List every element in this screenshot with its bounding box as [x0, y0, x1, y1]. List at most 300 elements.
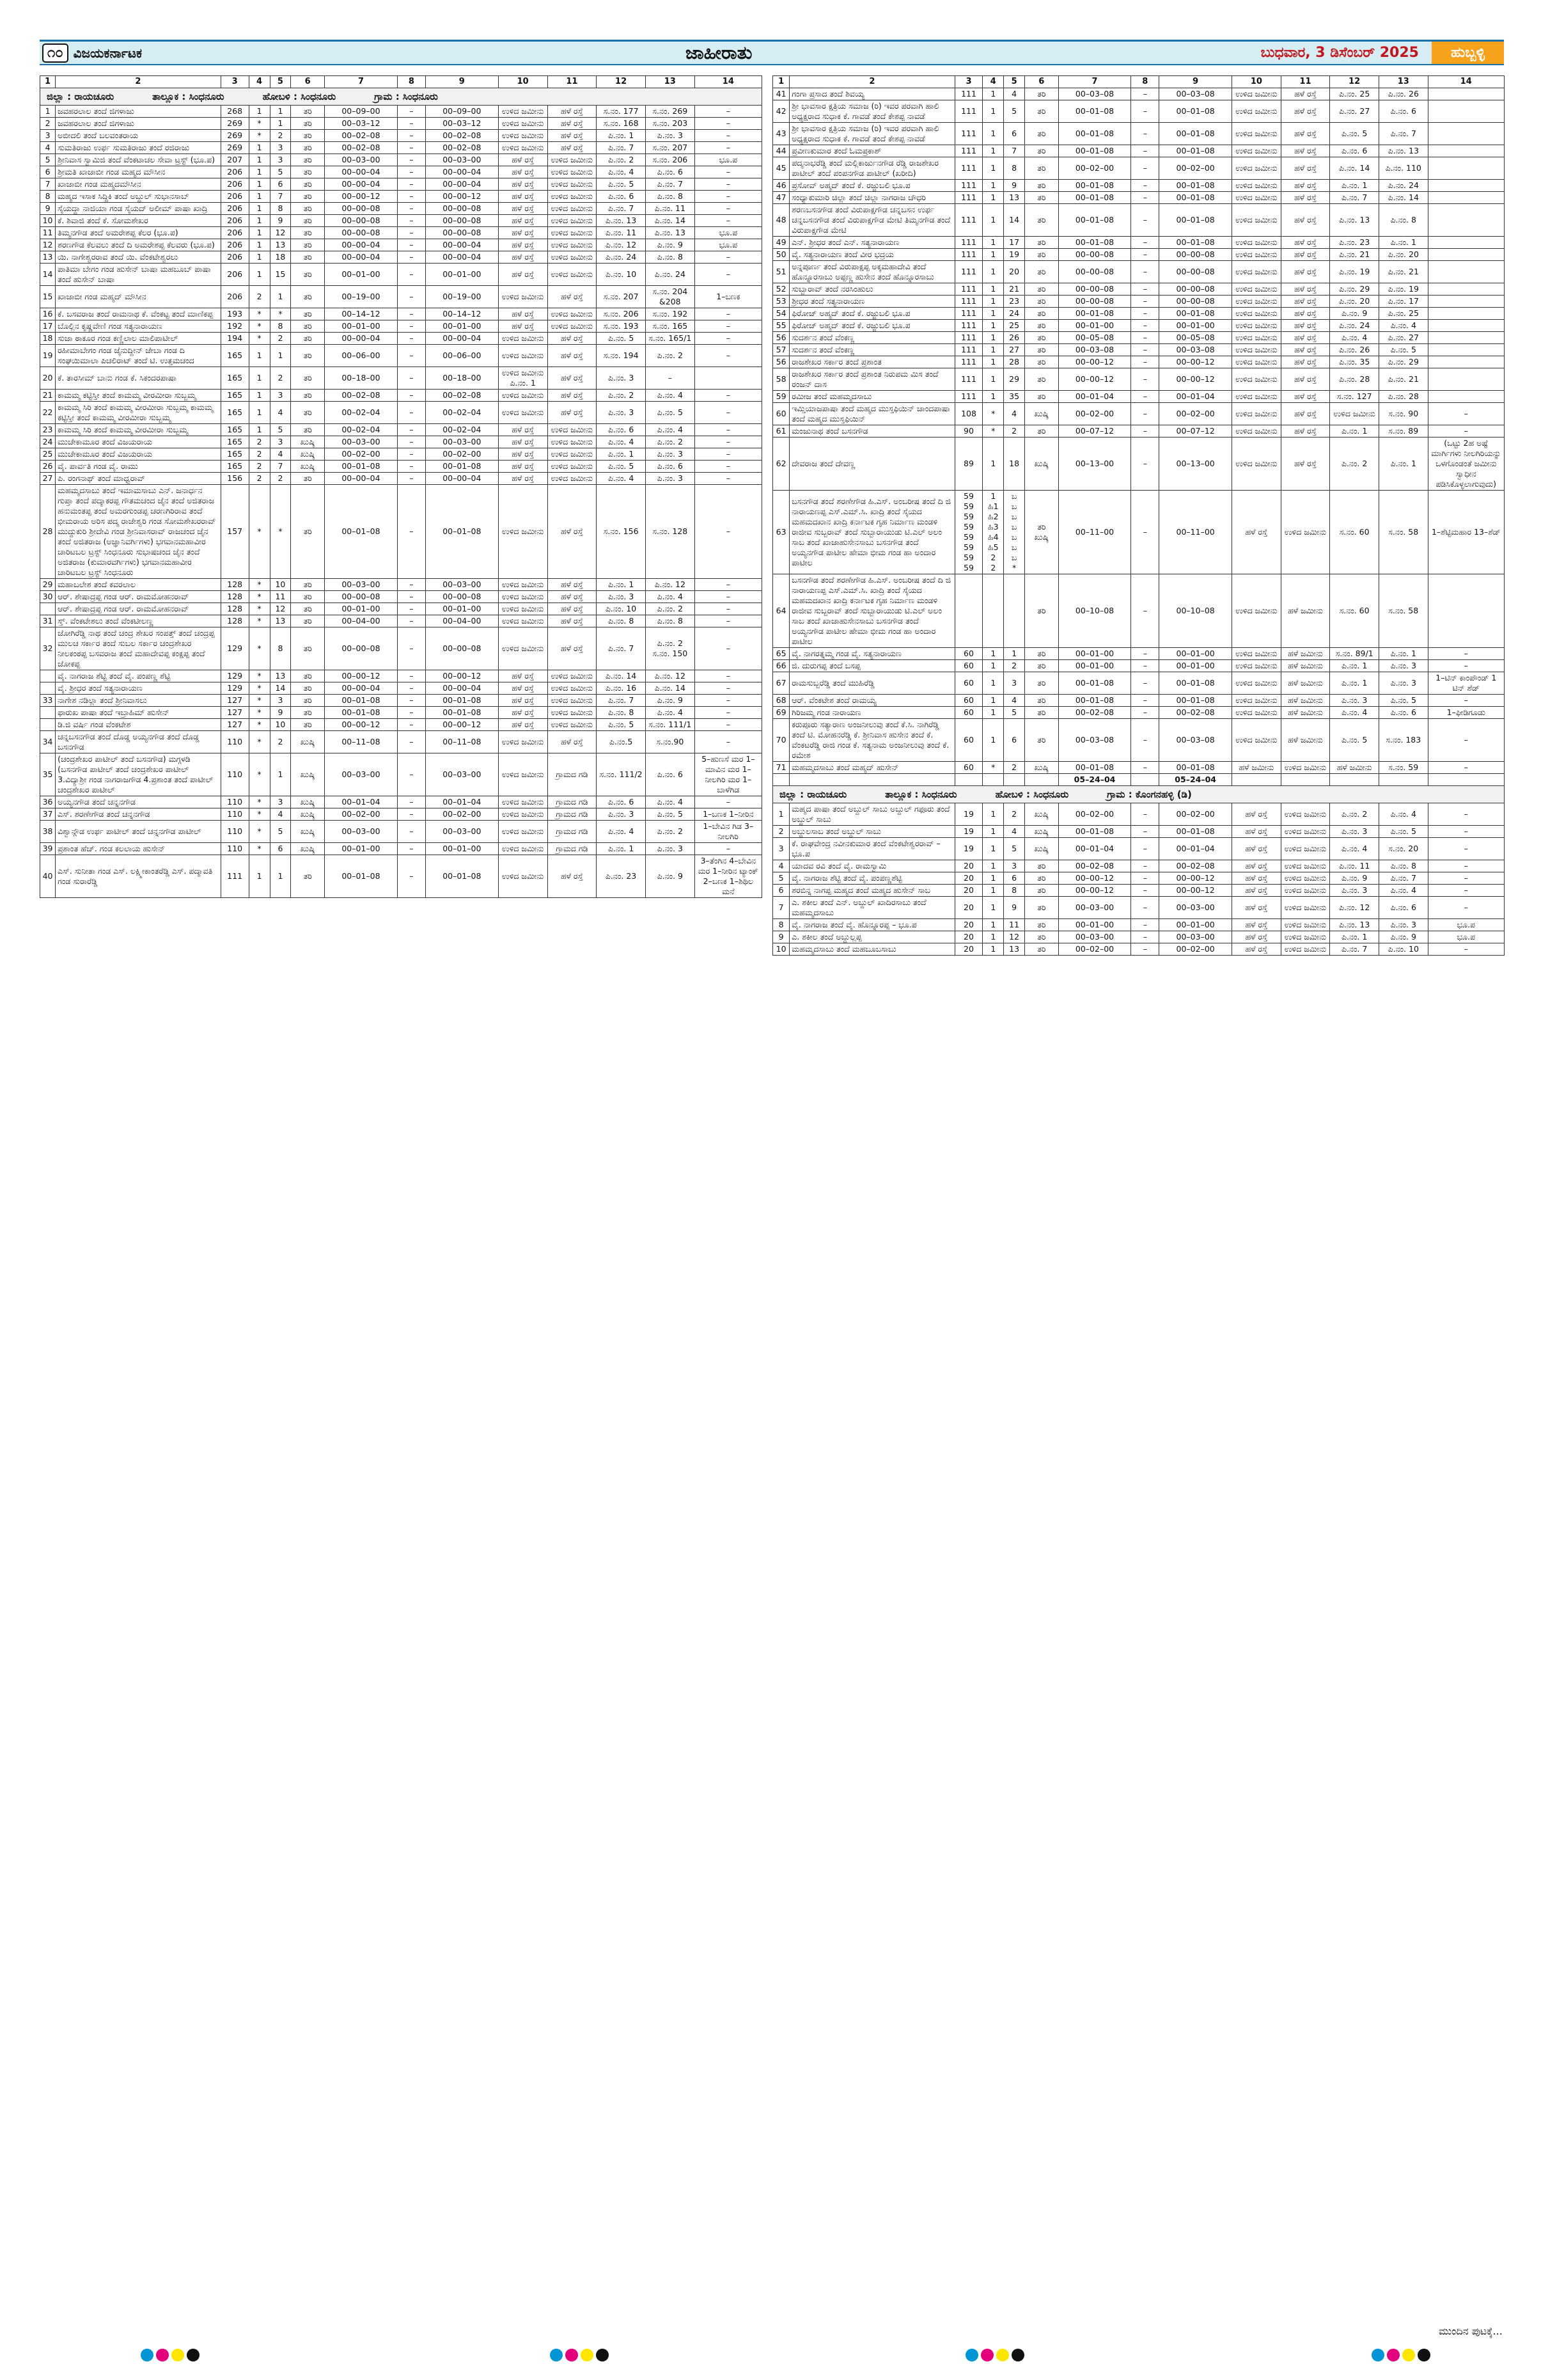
table-row: [40, 695, 762, 707]
table-cell: 47: [773, 192, 790, 204]
table-row: [773, 719, 1505, 762]
table-cell: ಪಿ.ನಂ. 20: [1379, 249, 1428, 261]
continued-note: ಮುಂದಿನ ಪುಟಕ್ಕೆ...: [1439, 2325, 1503, 2337]
table-row: [773, 261, 1505, 283]
table-cell: 00–00–12: [324, 191, 397, 203]
column-header: 5: [270, 76, 291, 88]
table-cell: ಉಳಿದ ಜಮೀನು: [547, 203, 597, 215]
table-cell: ವೈ. ನಾಗರಾಜ ತಂದೆ ವೈ. ಹೊನ್ನೂರಪ್ಪ – ಭೂ.ಪ: [790, 919, 955, 931]
table-cell: 00–01–08: [1058, 180, 1131, 192]
table-cell: ಸ್ತ್. ವೆಂಕಟೇಶಲು ತಂದೆ ವೆಂಕಟೀಲಣ್ಣ: [56, 615, 221, 627]
table-cell: 60: [955, 648, 983, 660]
table-cell: ಉಳಿದ ಜಮೀನು: [1232, 356, 1281, 368]
table-cell: ಹಳೆ ರಸ್ತೆ: [1232, 919, 1281, 931]
table-cell: ಹಳೆ ರಸ್ತೆ: [498, 308, 547, 320]
table-cell: 28: [1004, 356, 1025, 368]
table-cell: 16: [40, 308, 56, 320]
table-cell: 1: [983, 672, 1004, 695]
column-header: 1: [40, 76, 56, 88]
table-cell: –: [1131, 145, 1159, 157]
table-cell: 2: [270, 130, 291, 142]
table-cell: 2: [249, 448, 270, 461]
table-cell: 00–01–04: [1058, 838, 1131, 860]
table-cell: ಸ.ನಂ. 177: [597, 106, 646, 118]
table-cell: ಎ. ಶಕೀಲ ತಂದೆ ಅಬ್ದುಲ್ಲಪ್ಪ: [790, 931, 955, 943]
table-cell: [1131, 774, 1159, 786]
table-row: [40, 402, 762, 424]
table-cell: ಪಿ.ನಂ. 5: [597, 461, 646, 473]
table-cell: 00–02–04: [324, 424, 397, 436]
table-cell: 1: [249, 178, 270, 191]
table-cell: 00–03–08: [1058, 344, 1131, 356]
table-row: [773, 344, 1505, 356]
table-cell: 7: [270, 461, 291, 473]
table-cell: –: [397, 448, 425, 461]
table-cell: 111: [955, 391, 983, 403]
table-cell: –: [397, 203, 425, 215]
table-cell: ಪಿ.ನಂ. 7: [645, 178, 694, 191]
table-cell: 111: [955, 145, 983, 157]
table-row: [40, 461, 762, 473]
table-cell: ಪಿ.ನಂ. 8: [597, 707, 646, 719]
table-cell: ಪಿ.ನಂ. 6: [1379, 100, 1428, 123]
table-cell: ಕಾಮಮ್ಮ ಕಟ್ಟಿಸ್ತೀ ತಂದೆ ಕಾಮಮ್ಮ ವೀರಮೀರಾ ಸುಬ್ಬಮ್ಮ: [56, 390, 221, 402]
table-cell: 30: [40, 591, 56, 603]
table-cell: 13: [270, 670, 291, 682]
table-cell: ಸೈಯದ್ದಾ ನಾಜಿಯಾ ಗಂಡ ಸೈಯದ್ ಅಲೀಮ್ ಪಾಷಾ ಖಾದ್ರಿ: [56, 203, 221, 215]
table-cell: –: [397, 436, 425, 448]
table-cell: ಹಳೆ ರಸ್ತೆ: [547, 591, 597, 603]
table-cell: ತರಿ: [291, 264, 325, 286]
table-cell: ಹಳೆ ರಸ್ತೆ: [1281, 403, 1330, 425]
table-cell: ಹಳೆ ರಸ್ತೆ: [498, 320, 547, 333]
table-cell: 4: [1004, 88, 1025, 100]
table-cell: ಉಳಿದ ಜಮೀನು: [1330, 403, 1379, 425]
table-cell: –: [397, 215, 425, 227]
table-cell: 00–03–00: [324, 579, 397, 591]
table-cell: 00–18–00: [324, 367, 397, 390]
table-cell: –: [1428, 943, 1504, 956]
table-cell: 156: [221, 473, 249, 485]
table-cell: –: [1131, 261, 1159, 283]
table-cell: ತರಿ: [291, 579, 325, 591]
table-cell: 6: [1004, 719, 1025, 762]
table-cell: 12: [270, 603, 291, 615]
table-cell: ಪಿ.ನಂ. 1: [1379, 237, 1428, 249]
table-cell: 1: [983, 707, 1004, 719]
table-cell: 1: [983, 368, 1004, 391]
table-cell: 110: [221, 843, 249, 855]
table-cell: 60: [955, 672, 983, 695]
table-cell: 13: [1004, 943, 1025, 956]
table-cell: 00–03–08: [1159, 719, 1232, 762]
table-cell: ದೇವರಾಜ ತಂದೆ ದೇವಣ್ಣ: [790, 437, 955, 491]
table-cell: ಹಳೆ ರಸ್ತೆ: [547, 367, 597, 390]
table-cell: 1: [983, 249, 1004, 261]
table-cell: [1428, 356, 1504, 368]
table-cell: [40, 719, 56, 731]
table-cell: ಖುಷ್ಕಿ: [1025, 437, 1059, 491]
table-cell: 1: [983, 283, 1004, 296]
table-cell: ತರಿ: [291, 308, 325, 320]
table-row: [773, 885, 1505, 897]
table-cell: 13: [1004, 192, 1025, 204]
table-cell: 00–01–08: [1058, 123, 1131, 145]
table-cell: –: [1428, 872, 1504, 885]
table-cell: ಉಳಿದ ಜಮೀನು: [498, 130, 547, 142]
table-cell: ಹಳೆ ರಸ್ತೆ: [1281, 157, 1330, 180]
table-cell: 00–02–08: [1159, 707, 1232, 719]
table-cell: –: [1428, 860, 1504, 872]
table-cell: ತರಿ: [291, 227, 325, 239]
table-cell: 1: [983, 320, 1004, 332]
table-cell: [1428, 774, 1504, 786]
table-row: [40, 106, 762, 118]
table-cell: 192: [221, 320, 249, 333]
table-cell: ಸ.ನಂ. 60: [1330, 491, 1379, 574]
table-cell: 111: [955, 157, 983, 180]
table-row: [773, 425, 1505, 437]
table-cell: 00–00–08: [1159, 296, 1232, 308]
table-cell: ಪಿ.ನಂ. 7: [597, 627, 646, 670]
table-cell: ಉಳಿದ ಜಮೀನು: [1281, 872, 1330, 885]
table-cell: [1428, 283, 1504, 296]
table-cell: 1: [983, 391, 1004, 403]
table-cell: 7: [1004, 145, 1025, 157]
table-cell: ಪಿ.ನಂ. 35: [1330, 356, 1379, 368]
table-cell: ಹಳೆ ರಸ್ತೆ: [498, 251, 547, 264]
table-cell: 1: [40, 106, 56, 118]
table-cell: [1428, 145, 1504, 157]
table-cell: 1: [249, 166, 270, 178]
table-cell: 00–00–08: [1058, 261, 1131, 283]
table-cell: ಗ್ರಾಮದ ಗಡಿ: [547, 843, 597, 855]
table-cell: ಹಳೆ ರಸ್ತೆ: [1281, 391, 1330, 403]
table-cell: ಸುದರ್ಶನ ತಂದೆ ವೆಂಕಣ್ಣ: [790, 332, 955, 344]
column-header: 12: [597, 76, 646, 88]
table-cell: ಪಿ.ನಂ. 12: [597, 239, 646, 251]
table-cell: –: [397, 591, 425, 603]
table-cell: ಉಳಿದ ಜಮೀನು: [498, 333, 547, 345]
table-cell: *: [249, 808, 270, 821]
table-cell: 3: [40, 130, 56, 142]
table-cell: 23: [1004, 296, 1025, 308]
table-cell: ತಿಮ್ಮನಗೌಡ ತಂದೆ ಅಮರೇಶಪ್ಪ ಕೆಲರ (ಭೂ.ಪ): [56, 227, 221, 239]
table-cell: ಹಳೆ ರಸ್ತೆ: [498, 166, 547, 178]
table-cell: 7: [40, 178, 56, 191]
table-cell: ಪಿ.ನಂ. 7: [1379, 123, 1428, 145]
table-cell: ಪಿ.ನಂ. 24: [1379, 180, 1428, 192]
table-cell: 206: [221, 286, 249, 308]
table-cell: ಸ.ನಂ. 192: [645, 308, 694, 320]
table-cell: 24: [1004, 308, 1025, 320]
table-cell: 00–00–12: [425, 191, 498, 203]
table-cell: 9: [270, 215, 291, 227]
table-cell: 127: [221, 695, 249, 707]
table-cell: ತರಿ: [291, 191, 325, 203]
table-cell: –: [1131, 88, 1159, 100]
table-row: [773, 123, 1505, 145]
table-cell: –: [1131, 123, 1159, 145]
table-cell: –: [397, 390, 425, 402]
table-cell: ಬಸನಗೌಡ ತಂದೆ ಶರಣೇಗೌಡ ಹಿ.ಎಸ್. ಅಂಬರೀಷ ತಂದೆ ದಿ ಜಿ ನಾರಾಯಣಪ್ಪ ಎಸ್.ಎಮ್.ಸಿ. ಖಾದ್ರಿ ತಂದೆ ಸೈಯದ ಮಹಮದಖಾನ ಖಾದ್ರಿ ಕರ್ನಾಟಕ ಗೃಹ ನಿರ್ಮಾಣ ಮಂಡಳಿ ರಾಜೀವ ಸುಬ್ಬರಾವ್ ತಂದೆ ಸುಬ್ಬಾರಾಯುಡು ಟಿ.ಎಲ್ ಅಲಂ ಸಾಬ ತಂದೆ ಖಾಜಾಹುಸೇನಸಾಬು ಬಸನಗೌಡ ತಂದೆ ಅಯ್ಯನಗೌಡ ಪಾಟೀಲ ಹೇಮಾ ಭೀಮ ಗಂಡ ಹಾ ಅಂದಾರ ಪಾಟೀಲ: [790, 574, 955, 648]
table-cell: 8: [270, 203, 291, 215]
table-cell: ಹಳೆ ರಸ್ತೆ: [547, 615, 597, 627]
table-cell: 1: [249, 345, 270, 367]
table-cell: 00–00–08: [324, 215, 397, 227]
table-cell: ಪಿ.ನಂ. 12: [645, 670, 694, 682]
table-cell: 3–ತೆಂಗಿನ 4–ಬೇವಿನ ಮರ 1–ನೀರಿನ ಟ್ಯಾಂಕ್ 2–ಬಣಕ 1–ಶಿಥಿಲ ಮನೆ: [694, 855, 762, 898]
table-cell: 00–13–00: [1159, 437, 1232, 491]
table-cell: 9: [270, 707, 291, 719]
table-cell: –: [1131, 826, 1159, 838]
table-cell: ಖುಷ್ಕಿ: [1025, 826, 1059, 838]
table-cell: 1: [983, 860, 1004, 872]
table-cell: ಮಹ್ಮದ ಇಸಾಕ ಸಿದ್ದಿಕಿ ತಂದೆ ಅಬ್ದುಲ್ ಸುಭಾನಸಾಬ್: [56, 191, 221, 203]
table-cell: ಹಳೆ ರಸ್ತೆ: [498, 448, 547, 461]
table-cell: 206: [221, 215, 249, 227]
table-cell: 00–01–00: [324, 843, 397, 855]
table-cell: ಉಳಿದ ಜಮೀನು: [498, 753, 547, 796]
table-cell: –: [1131, 283, 1159, 296]
table-cell: ಹಳೆ ರಸ್ತೆ: [1281, 296, 1330, 308]
table-cell: ಶರಣಗೌಡ ಕೆಲವಲು ತಂದೆ ದಿ ಅಮರೇಶಪ್ಪ ಕೆಲವರು (ಭೂ.ಪ): [56, 239, 221, 251]
table-cell: ಶ್ರೀಮತಿ ಖಾಜಾಬೀ ಗಂಡ ಮಹ್ಮದ ಮೌಸೀನ: [56, 166, 221, 178]
table-cell: ಪಿ.ನಂ. 2: [1330, 437, 1379, 491]
table-cell: –: [1131, 803, 1159, 826]
table-cell: ಹಳೆ ಜಮೀನು: [1281, 672, 1330, 695]
table-cell: –: [397, 670, 425, 682]
table-cell: ಪಿ.ನಂ. 8: [645, 191, 694, 203]
table-cell: 2: [40, 118, 56, 130]
table-cell: *: [249, 627, 270, 670]
table-cell: ತರಿ: [1025, 872, 1059, 885]
table-cell: ಸ.ನಂ. 269: [645, 106, 694, 118]
table-cell: 00–01–08: [1159, 672, 1232, 695]
table-cell: ಸ.ನಂ. 58: [1379, 574, 1428, 648]
table-cell: –: [1131, 344, 1159, 356]
table-row: [40, 118, 762, 130]
table-cell: 10: [270, 579, 291, 591]
table-cell: –: [397, 682, 425, 695]
table-row: [40, 682, 762, 695]
table-cell: –: [694, 603, 762, 615]
table-cell: ಉಳಿದ ಜಮೀನು: [498, 106, 547, 118]
table-cell: 15: [270, 264, 291, 286]
table-cell: ಉಳಿದ ಜಮೀನು: [547, 436, 597, 448]
table-cell: ಸ.ನಂ. 90: [1379, 403, 1428, 425]
table-cell: 00–00–04: [425, 333, 498, 345]
table-cell: ಫಿರೋಜ್ ಅಹ್ಮದ್ ತಂದೆ ಕೆ. ರಜ್ಜುಬಲಿ ಭೂ.ಪ: [790, 320, 955, 332]
table-cell: 111: [955, 237, 983, 249]
table-cell: –: [397, 333, 425, 345]
table-cell: ಡಿ.ಜಿ ವರ್ಷಿ ಗಂಡ ವೆಂಕಟೇಶ: [56, 719, 221, 731]
table-cell: 00–07–12: [1058, 425, 1131, 437]
table-cell: 5: [1004, 707, 1025, 719]
table-cell: 206: [221, 178, 249, 191]
table-cell: 00–00–08: [1058, 249, 1131, 261]
table-cell: ಪಿ.ನಂ. 23: [1330, 237, 1379, 249]
table-row: [773, 368, 1505, 391]
table-cell: 6: [773, 885, 790, 897]
table-row: [40, 424, 762, 436]
table-cell: 111: [955, 261, 983, 283]
table-cell: ಪ್ರಸೋವ್ ಅಹ್ಮದ್ ತಂದೆ ಕೆ. ರಜ್ಜುಬಲಿ ಭೂ.ಪ: [790, 180, 955, 192]
table-cell: 00–02–08: [1058, 860, 1131, 872]
table-cell: 1: [983, 88, 1004, 100]
table-cell: ಪಿ.ನಂ. 4: [645, 591, 694, 603]
table-cell: ತರಿ: [1025, 897, 1059, 919]
table-cell: –: [397, 753, 425, 796]
table-cell: *: [249, 308, 270, 320]
table-cell: 00–02–00: [1058, 943, 1131, 956]
table-cell: 00–01–08: [1058, 237, 1131, 249]
table-cell: ಕಾಮಮ್ಮ ಸಿರಿ ತಂದೆ ಕಾಮಮ್ಮ ವೀರಮೀರಾ ಸುಬ್ಬಮ್ಮ ಕಾಮಮ್ಮ ಕಟ್ಟಿಸ್ತೀ ತಂದೆ ಕಾಮಮ್ಮ ವೀರಮೀರಾ ಸುಬ್ಬಮ್ಮ: [56, 402, 221, 424]
table-cell: –: [694, 251, 762, 264]
table-cell: ತರಿ: [291, 670, 325, 682]
table-cell: 27: [1004, 344, 1025, 356]
table-row: [773, 838, 1505, 860]
table-cell: ಪಿ.ನಂ. 7: [1330, 943, 1379, 956]
table-row: [40, 843, 762, 855]
table-cell: 00–00–12: [324, 719, 397, 731]
table-cell: 3: [270, 695, 291, 707]
table-cell: 3: [1004, 860, 1025, 872]
table-row: [773, 283, 1505, 296]
table-cell: ಉಳಿದ ಜಮೀನು: [1232, 237, 1281, 249]
table-cell: ಪಿ.ನಂ. 2: [645, 821, 694, 843]
table-cell: 00–01–08: [1058, 192, 1131, 204]
table-cell: ಪಿ.ನಂ. 19: [1330, 261, 1379, 283]
table-cell: 268: [221, 106, 249, 118]
column-header: 11: [547, 76, 597, 88]
table-row: [40, 286, 762, 308]
table-cell: ತರಿ: [291, 251, 325, 264]
table-cell: ಉಳಿದ ಜಮೀನು: [1232, 403, 1281, 425]
table-cell: ಹಳೆ ಜಮೀನು: [1330, 762, 1379, 774]
table-cell: ಉಳಿದ ಜಮೀನು: [547, 695, 597, 707]
table-cell: 00–03–12: [324, 118, 397, 130]
table-cell: –: [1428, 885, 1504, 897]
table-cell: ಉಳಿದ ಜಮೀನು: [547, 239, 597, 251]
table-cell: 00–02–04: [425, 402, 498, 424]
table-cell: –: [694, 333, 762, 345]
table-cell: 111: [955, 296, 983, 308]
table-cell: 00–01–00: [1058, 648, 1131, 660]
table-cell: –: [1131, 403, 1159, 425]
table-cell: 111: [221, 855, 249, 898]
table-cell: 56: [773, 356, 790, 368]
table-cell: 00–02–00: [1058, 403, 1131, 425]
table-cell: [1004, 574, 1025, 648]
table-cell: ಪಿ.ನಂ. 23: [597, 855, 646, 898]
table-cell: 165: [221, 461, 249, 473]
table-cell: ಉಳಿದ ಜಮೀನು: [1281, 897, 1330, 919]
table-cell: 00–00–04: [324, 178, 397, 191]
table-cell: 20: [40, 367, 56, 390]
table-cell: ಭೂ.ಪ: [694, 239, 762, 251]
table-cell: 00–00–12: [324, 670, 397, 682]
table-cell: 00–01–08: [1159, 145, 1232, 157]
table-cell: 00–04–00: [425, 615, 498, 627]
table-cell: ಸ.ನಂ. 156: [597, 485, 646, 579]
table-cell: ಪಿ.ನಂ. 4: [597, 436, 646, 448]
table-cell: ಹಳೆ ರಸ್ತೆ: [498, 424, 547, 436]
table-cell: ಪಿ.ನಂ. 8: [645, 615, 694, 627]
table-cell: –: [1131, 695, 1159, 707]
table-cell: ಸ.ನಂ. 206: [645, 154, 694, 166]
table-cell: 00–05–08: [1058, 332, 1131, 344]
table-cell: 00–00–12: [1058, 356, 1131, 368]
table-cell: ಹಳೆ ರಸ್ತೆ: [1232, 803, 1281, 826]
table-cell: –: [1131, 425, 1159, 437]
table-cell: [1428, 192, 1504, 204]
table-cell: –: [397, 286, 425, 308]
table-row: [40, 719, 762, 731]
table-cell: 00–01–04: [425, 796, 498, 808]
table-cell: 00–01–08: [425, 855, 498, 898]
table-cell: 21: [1004, 283, 1025, 296]
table-cell: ರಮೀಜ ತಂದೆ ಮಹಮ್ಮದಸಾಬು: [790, 391, 955, 403]
table-cell: ಪಿ.ನಂ. 17: [1379, 296, 1428, 308]
table-cell: 128: [221, 579, 249, 591]
table-cell: ಉಳಿದ ಜಮೀನು: [1232, 157, 1281, 180]
table-cell: 67: [773, 672, 790, 695]
table-cell: ಹಳೆ ರಸ್ತೆ: [498, 178, 547, 191]
table-cell: *: [249, 333, 270, 345]
table-cell: ಹಳೆ ರಸ್ತೆ: [498, 264, 547, 286]
table-cell: 127: [221, 719, 249, 731]
table-cell: ಹಳೆ ರಸ್ತೆ: [1281, 145, 1330, 157]
table-cell: 1: [249, 855, 270, 898]
table-cell: ಉಳಿದ ಜಮೀನು: [1232, 145, 1281, 157]
table-cell: ಉಳಿದ ಜಮೀನು: [498, 591, 547, 603]
table-cell: ಹಳೆ ರಸ್ತೆ: [547, 731, 597, 753]
table-cell: ಪಿ.ನಂ. 24: [645, 264, 694, 286]
table-cell: 4: [270, 448, 291, 461]
table-cell: 4: [773, 860, 790, 872]
table-cell: 15: [40, 286, 56, 308]
table-cell: ಆರ್. ಶೇಷಾದ್ರಪ್ಪ ಗಂಡ ಆರ್. ರಾಮಮೋಹನರಾವ್: [56, 603, 221, 615]
section-title: ಜಾಹೀರಾತು: [685, 42, 753, 63]
table-cell: ತರಿ: [1025, 88, 1059, 100]
table-cell: 111: [955, 308, 983, 320]
table-cell: 19: [955, 826, 983, 838]
table-row: [40, 731, 762, 753]
table-cell: –: [694, 320, 762, 333]
table-row: [773, 391, 1505, 403]
table-cell: 13: [270, 615, 291, 627]
table-row: [773, 296, 1505, 308]
table-cell: ಭೂ.ಪ: [694, 227, 762, 239]
table-cell: ಹಳೆ ರಸ್ತೆ: [547, 627, 597, 670]
table-cell: *: [270, 485, 291, 579]
table-cell: –: [397, 402, 425, 424]
table-cell: ಉಳಿದ ಜಮೀನು: [1232, 437, 1281, 491]
table-cell: 00–02–00: [1159, 803, 1232, 826]
table-cell: ನಾಗೇಶ ನಡಿಲ್ಲಾ ತಂದೆ ಶ್ರೀನಿವಾಸಲು: [56, 695, 221, 707]
table-cell: 00–00–08: [1058, 283, 1131, 296]
table-cell: ಪಿ.ನಂ. 9: [645, 855, 694, 898]
table-cell: 64: [773, 574, 790, 648]
table-cell: ಸ.ನಂ. 20: [1379, 838, 1428, 860]
table-cell: ಪಿ.ನಂ. 6: [597, 191, 646, 203]
table-cell: ಪಿ.ನಂ. 12: [1330, 897, 1379, 919]
table-cell: 1: [270, 118, 291, 130]
table-cell: ತರಿ: [291, 591, 325, 603]
table-cell: ಹಳೆ ರಸ್ತೆ: [1281, 261, 1330, 283]
table-cell: 111: [955, 204, 983, 237]
